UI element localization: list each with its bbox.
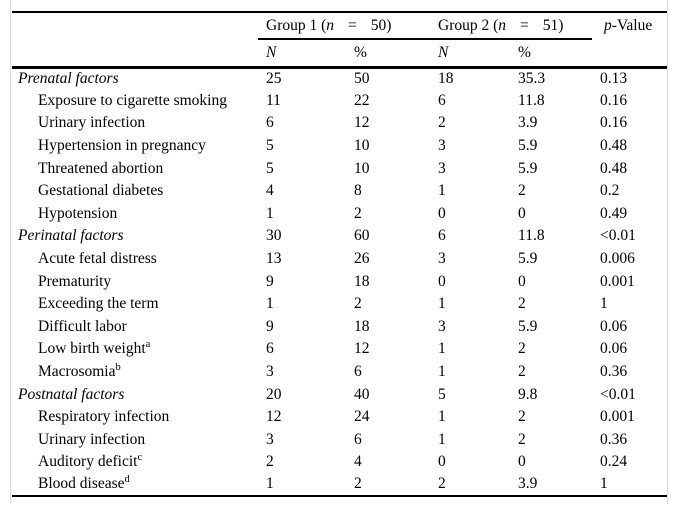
pvalue-cell: 0.06 — [600, 317, 628, 335]
table-row — [12, 225, 667, 248]
table-row — [12, 293, 667, 316]
group1-pct-cell: 8 — [354, 182, 362, 200]
pvalue-cell: 0.48 — [600, 159, 628, 177]
group1-n-cell: 20 — [266, 385, 282, 403]
group2-n-cell: 1 — [438, 430, 446, 448]
group1-n-cell: 9 — [266, 272, 274, 290]
pvalue-cell: 0.06 — [600, 340, 628, 358]
group1-pct-cell: 18 — [354, 317, 370, 335]
table-row — [12, 270, 667, 293]
group1-n-cell: 30 — [266, 227, 282, 245]
group1-pct-header: % — [346, 39, 430, 67]
table-row — [12, 203, 667, 226]
row-label: Low birth weight$^a$ — [38, 339, 151, 358]
table-body — [12, 67, 667, 496]
group1-n-cell: 1 — [266, 295, 274, 313]
group2-pct-cell: 2 — [518, 363, 526, 381]
group2-pct-cell: 0 — [518, 453, 526, 471]
group2-n-cell: 3 — [438, 250, 446, 268]
group2-pct-cell: 5.9 — [518, 317, 538, 335]
clinical-factors-table — [12, 11, 667, 497]
pvalue-cell: 0.006 — [600, 250, 635, 268]
group2-pct-cell: 5.9 — [518, 159, 538, 177]
pvalue-cell: 0.36 — [600, 430, 628, 448]
group1-header — [258, 12, 430, 39]
group1-pct-cell: 60 — [354, 227, 370, 245]
table-frame — [10, 0, 668, 504]
pvalue-cell: 0.001 — [600, 408, 635, 426]
group1-n-cell: 9 — [266, 317, 274, 335]
empty-pvalue-subheader-cell — [592, 39, 667, 67]
group2-pct-cell: 2 — [518, 408, 526, 426]
group1-n-cell: 5 — [266, 137, 274, 155]
table-row — [12, 112, 667, 135]
group2-pct-cell: 2 — [518, 340, 526, 358]
row-label: Perinatal factors — [18, 227, 124, 245]
row-label: Respiratory infection — [38, 408, 170, 426]
row-label: Difficult labor — [38, 317, 127, 335]
pvalue-cell: 0.24 — [600, 453, 628, 471]
group1-pct-cell: 10 — [354, 159, 370, 177]
group1-n-cell: 11 — [266, 91, 281, 109]
group1-pct-cell: 6 — [354, 430, 362, 448]
table-row — [12, 429, 667, 452]
group2-n-cell: 1 — [438, 363, 446, 381]
footnote-marker: c — [137, 452, 143, 464]
row-label: Prenatal factors — [18, 70, 119, 88]
table-header — [12, 12, 667, 67]
group1-pct-cell: 26 — [354, 250, 370, 268]
group1-n-cell: 4 — [266, 182, 274, 200]
pvalue-cell: 1 — [592, 474, 667, 497]
pvalue-cell: 0.16 — [600, 114, 628, 132]
table-row — [12, 67, 667, 90]
group2-n-cell: 1 — [438, 408, 446, 426]
row-label: Gestational diabetes — [38, 182, 164, 200]
group1-pct-cell: 10 — [354, 137, 370, 155]
group1-n-cell: 13 — [266, 250, 282, 268]
footnote-marker: d — [124, 474, 130, 486]
row-label: Postnatal factors — [18, 385, 125, 403]
pvalue-cell: 0.2 — [600, 182, 620, 200]
group1-n-cell: 3 — [266, 363, 274, 381]
row-label: Urinary infection — [38, 114, 146, 132]
group1-n-header: N — [258, 39, 346, 67]
pvalue-cell: 0.16 — [600, 91, 628, 109]
group1-n-cell: 1 — [266, 204, 274, 222]
row-label: Threatened abortion — [38, 159, 164, 177]
group1-label: Group 1 (n = 50) — [266, 16, 392, 34]
footnote-marker: b — [115, 361, 121, 373]
pvalue-cell: <0.01 — [600, 385, 636, 403]
group2-n-cell: 2 — [430, 474, 510, 497]
group2-pct-cell: 2 — [518, 430, 526, 448]
group2-n-cell: 6 — [438, 91, 446, 109]
group2-pct-cell: 5.9 — [518, 250, 538, 268]
group1-pct-cell: 50 — [354, 70, 370, 88]
group2-pct-cell: 2 — [518, 182, 526, 200]
group1-pct-cell: 2 — [354, 204, 362, 222]
group1-pct-cell: 18 — [354, 272, 370, 290]
pvalue-cell: 0.36 — [600, 363, 628, 381]
row-label: Hypotension — [38, 204, 118, 222]
pvalue-header: p-Value — [592, 12, 667, 39]
pvalue-cell: 0.001 — [600, 272, 635, 290]
group2-pct-cell: 3.9 — [510, 474, 592, 497]
group2-n-cell: 1 — [438, 295, 446, 313]
group2-label: Group 2 (n = 51) — [438, 16, 564, 34]
table-row — [12, 406, 667, 429]
group2-header — [430, 12, 592, 39]
row-label: Macrosomia$^b$ — [38, 361, 121, 381]
group1-n-cell: 6 — [266, 340, 274, 358]
table-row — [12, 338, 667, 361]
pvalue-cell: 0.13 — [600, 70, 628, 88]
group2-pct-cell: 9.8 — [518, 385, 538, 403]
group1-pct-cell: 4 — [354, 453, 362, 471]
row-label: Hypertension in pregnancy — [38, 137, 206, 155]
group1-pct-cell: 40 — [354, 385, 370, 403]
group2-n-cell: 0 — [438, 204, 446, 222]
group2-n-cell: 3 — [438, 137, 446, 155]
pvalue-cell: 1 — [600, 295, 608, 313]
group1-pct-cell: 2 — [354, 295, 362, 313]
empty-header-cell — [12, 12, 258, 39]
group2-pct-cell: 5.9 — [518, 137, 538, 155]
group2-pct-cell: 3.9 — [518, 114, 538, 132]
table-row — [12, 451, 667, 474]
row-label: Exceeding the term — [38, 295, 159, 313]
pvalue-cell: <0.01 — [600, 227, 636, 245]
row-label: Exposure to cigarette smoking — [38, 91, 227, 109]
group1-n-cell: 6 — [266, 114, 274, 132]
empty-subheader-cell — [12, 39, 258, 67]
footnote-marker: a — [145, 339, 151, 351]
group2-n-cell: 3 — [438, 159, 446, 177]
row-label: Blood disease$^d$ — [12, 474, 258, 497]
group-header-row — [12, 12, 667, 39]
row-label: Prematurity — [38, 272, 112, 290]
table-row — [12, 248, 667, 271]
group1-pct-cell: 24 — [354, 408, 370, 426]
pvalue-cell: 0.49 — [600, 204, 628, 222]
row-label: Urinary infection — [38, 430, 146, 448]
group2-n-cell: 2 — [438, 114, 446, 132]
group2-n-cell: 6 — [438, 227, 446, 245]
group2-pct-cell: 35.3 — [518, 70, 546, 88]
table-row — [12, 135, 667, 158]
group1-n-cell: 25 — [266, 70, 282, 88]
group1-pct-cell: 22 — [354, 91, 370, 109]
group2-n-cell: 1 — [438, 182, 446, 200]
group1-n-cell: 5 — [266, 159, 274, 177]
row-label: Auditory deficit$^c$ — [38, 452, 143, 471]
group2-pct-cell: 2 — [518, 295, 526, 313]
group1-pct-cell: 12 — [354, 340, 370, 358]
group1-pct-cell: 12 — [354, 114, 370, 132]
group1-n-cell: 12 — [266, 408, 282, 426]
table-row — [12, 316, 667, 339]
group2-pct-cell: 0 — [518, 204, 526, 222]
group2-n-header: N — [430, 39, 510, 67]
group2-pct-cell: 11.8 — [518, 227, 545, 245]
table-row — [12, 383, 667, 406]
table-row — [12, 474, 667, 497]
group2-n-cell: 0 — [438, 272, 446, 290]
group1-pct-cell: 6 — [354, 363, 362, 381]
group2-n-cell: 3 — [438, 317, 446, 335]
group1-n-cell: 1 — [258, 474, 346, 497]
group2-pct-cell: 11.8 — [518, 91, 545, 109]
group2-n-cell: 5 — [438, 385, 446, 403]
group2-pct-header: % — [510, 39, 592, 67]
subheader-row — [12, 39, 667, 67]
table-row — [12, 180, 667, 203]
group2-n-cell: 1 — [438, 340, 446, 358]
group1-n-cell: 2 — [266, 453, 274, 471]
table-row — [12, 361, 667, 384]
table-row — [12, 157, 667, 180]
group1-pct-cell: 2 — [346, 474, 430, 497]
group2-n-cell: 0 — [438, 453, 446, 471]
table-row — [12, 90, 667, 113]
row-label: Acute fetal distress — [38, 250, 157, 268]
group1-n-cell: 3 — [266, 430, 274, 448]
group2-pct-cell: 0 — [518, 272, 526, 290]
group2-n-cell: 18 — [438, 70, 454, 88]
pvalue-cell: 0.48 — [600, 137, 628, 155]
